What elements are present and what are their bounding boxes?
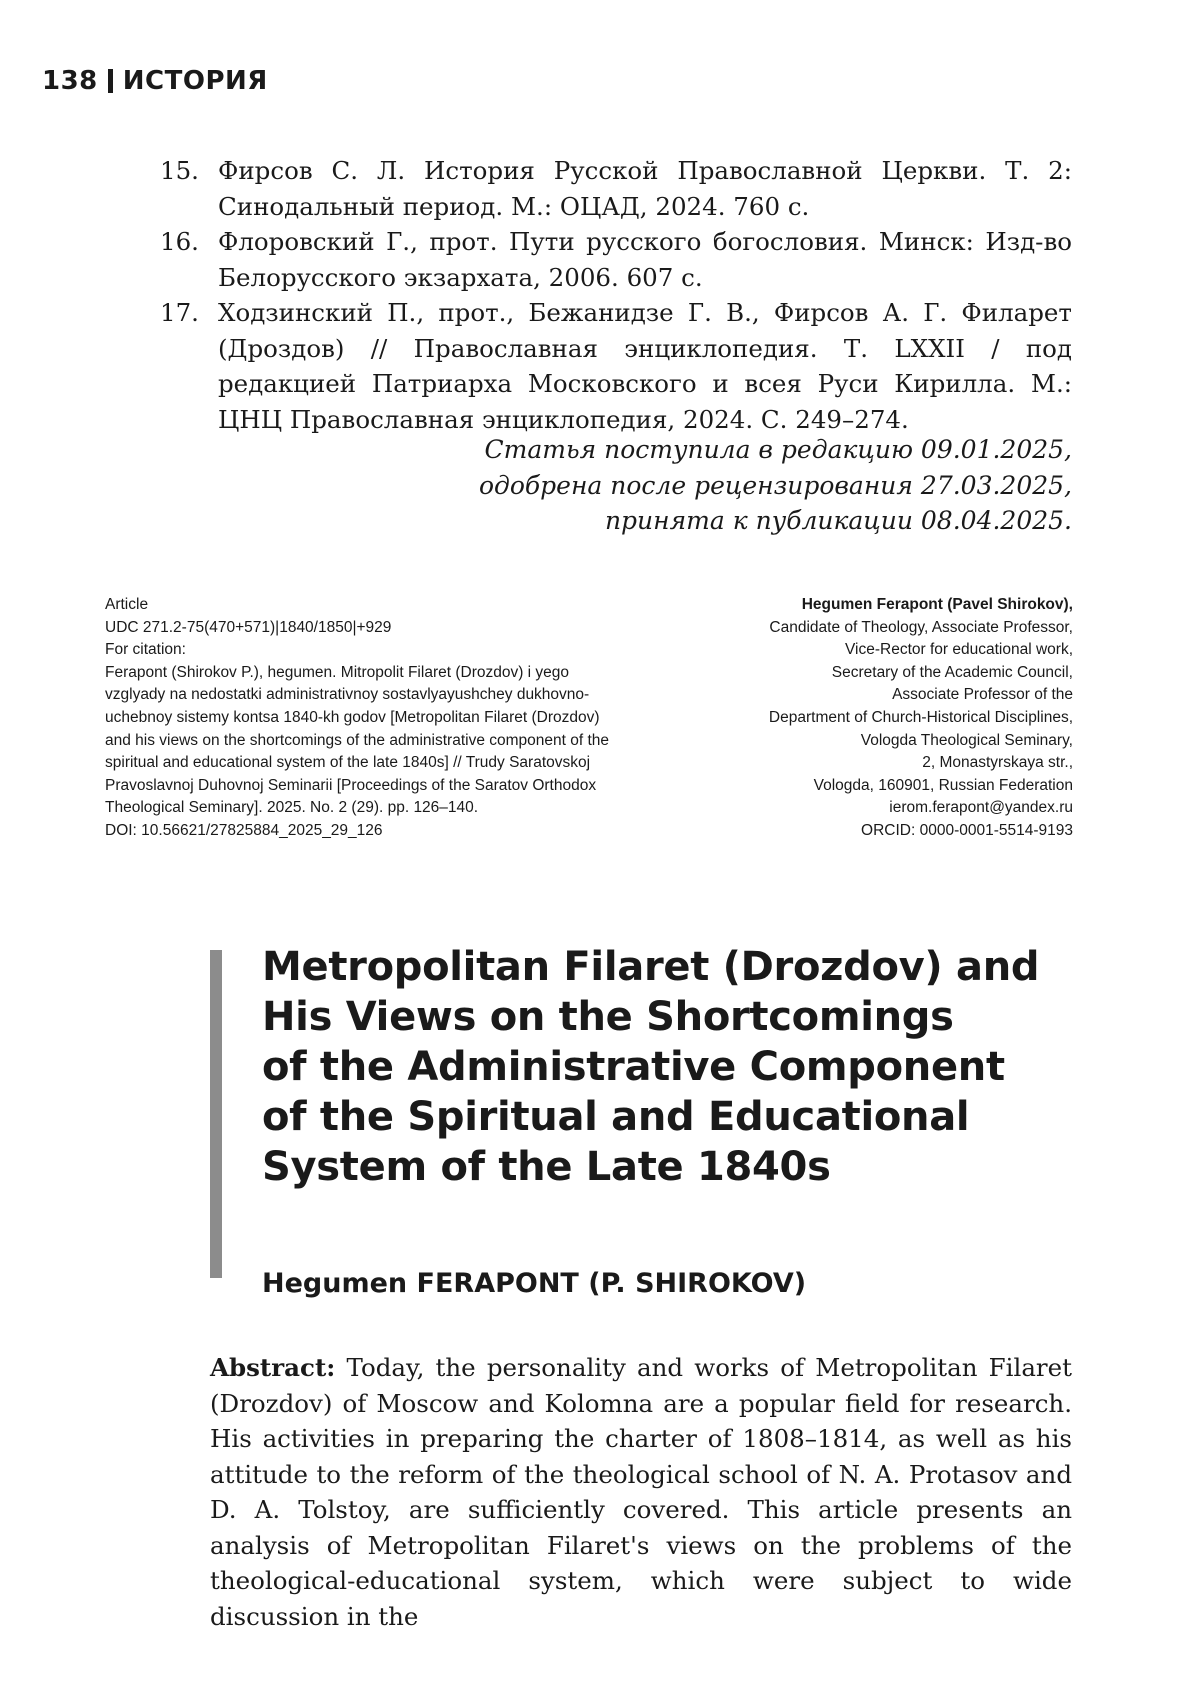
section-title: ИСТОРИЯ — [122, 66, 268, 96]
article-type: Article — [105, 596, 149, 613]
title-accent-bar — [210, 950, 222, 1278]
title-line: of the Administrative Component — [262, 1044, 1005, 1090]
doi[interactable]: DOI: 10.56621/27825884_2025_29_126 — [105, 821, 383, 839]
author-degree: Candidate of Theology, Associate Professor, — [769, 618, 1073, 636]
article-title — [262, 942, 1062, 1192]
reference-item — [160, 224, 1072, 295]
reference-text: Флоровский Г., прот. Пути русского богословия. Минск: Изд-во Белорусского экзархата, 2006. 607 с. — [218, 227, 1072, 292]
reference-text: Фирсов С. Л. История Русской Православной Церкви. Т. 2: Синодальный период. М.: ОЦАД, 2024. 760 с. — [218, 156, 1072, 221]
running-header — [42, 66, 268, 96]
reference-number: 16. — [160, 227, 199, 256]
citation-text: Ferapont (Shirokov P.), hegumen. Mitropolit Filaret (Drozdov) i yego vzglyady na nedostatki administrativnoy sostavlyayushchey dukhovno-uchebnoy sistemy kontsa 1840-kh godov [Metropolitan Filaret (Drozdov) and his views on the shortcomings of the administrative component of the spiritual and educational system of the late 1840s] // Trudy Saratovskoj Pravoslavnoj Duhovnoj Seminarii [Proceedings of the Saratov Orthodox Theological Seminary]. 2025. No. 2 (29). pp. 126–140. — [105, 663, 610, 817]
reference-number: 15. — [160, 156, 199, 185]
abstract — [210, 1350, 1072, 1634]
title-line: System of the Late 1840s — [262, 1144, 831, 1190]
title-line: His Views on the Shortcomings — [262, 994, 954, 1040]
reviewed-date: одобрена после рецензирования 27.03.2025, — [478, 470, 1072, 500]
submission-dates — [479, 432, 1072, 539]
author-institution: Vologda Theological Seminary, — [860, 731, 1073, 749]
udc-code: UDC 271.2-75(470+571)|1840/1850|+929 — [105, 618, 392, 636]
author-position: Vice-Rector for educational work, — [844, 641, 1073, 659]
header-separator — [108, 69, 113, 93]
reference-list — [160, 153, 1072, 437]
abstract-text: Today, the personality and works of Metropolitan Filaret (Drozdov) of Moscow and Kolomna are a popular field for research. His activities in preparing the charter of 1808–1814, as well as his attitude to the reform of the theological school of N. A. Protasov and D. A. Tolstoy, are sufficiently covered. This article presents an analysis of Metropolitan Filaret's views on the problems of the theological-educational system, which were subject to wide discussion in the — [210, 1353, 1072, 1631]
author-email[interactable]: ierom.ferapont@yandex.ru — [889, 799, 1073, 817]
author-position: Secretary of the Academic Council, — [831, 663, 1073, 681]
author-address: Vologda, 160901, Russian Federation — [813, 776, 1073, 794]
author-department: Department of Church-Historical Disciplines, — [768, 708, 1073, 726]
accepted-date: принята к публикации 08.04.2025. — [604, 506, 1072, 535]
article-metadata — [105, 594, 610, 843]
abstract-label: Abstract: — [210, 1353, 336, 1382]
reference-number: 17. — [160, 298, 199, 327]
reference-item — [160, 295, 1072, 437]
author-position: Associate Professor of the — [892, 686, 1073, 704]
author-orcid[interactable]: ORCID: 0000-0001-5514-9193 — [861, 821, 1073, 839]
citation-label: For citation: — [105, 641, 186, 659]
author-info — [613, 594, 1073, 843]
article-author: Hegumen FERAPONT (P. SHIROKOV) — [262, 1268, 807, 1299]
title-line: of the Spiritual and Educational — [262, 1094, 970, 1140]
received-date: Статья поступила в редакцию 09.01.2025, — [484, 435, 1072, 464]
reference-text: Ходзинский П., прот., Бежанидзе Г. В., Фирсов А. Г. Филарет (Дроздов) // Православная энциклопедия. Т. LXXII / под редакцией Патриарха Московского и всея Руси Кирилла. М.: ЦНЦ Православная энциклопедия, 2024. С. 249–274. — [218, 298, 1072, 434]
title-line: Metropolitan Filaret (Drozdov) and — [262, 944, 1040, 990]
author-full-name: Hegumen Ferapont (Pavel Shirokov), — [801, 596, 1073, 613]
reference-item — [160, 153, 1072, 224]
page-number: 138 — [42, 66, 98, 96]
author-address: 2, Monastyrskaya str., — [922, 754, 1073, 772]
